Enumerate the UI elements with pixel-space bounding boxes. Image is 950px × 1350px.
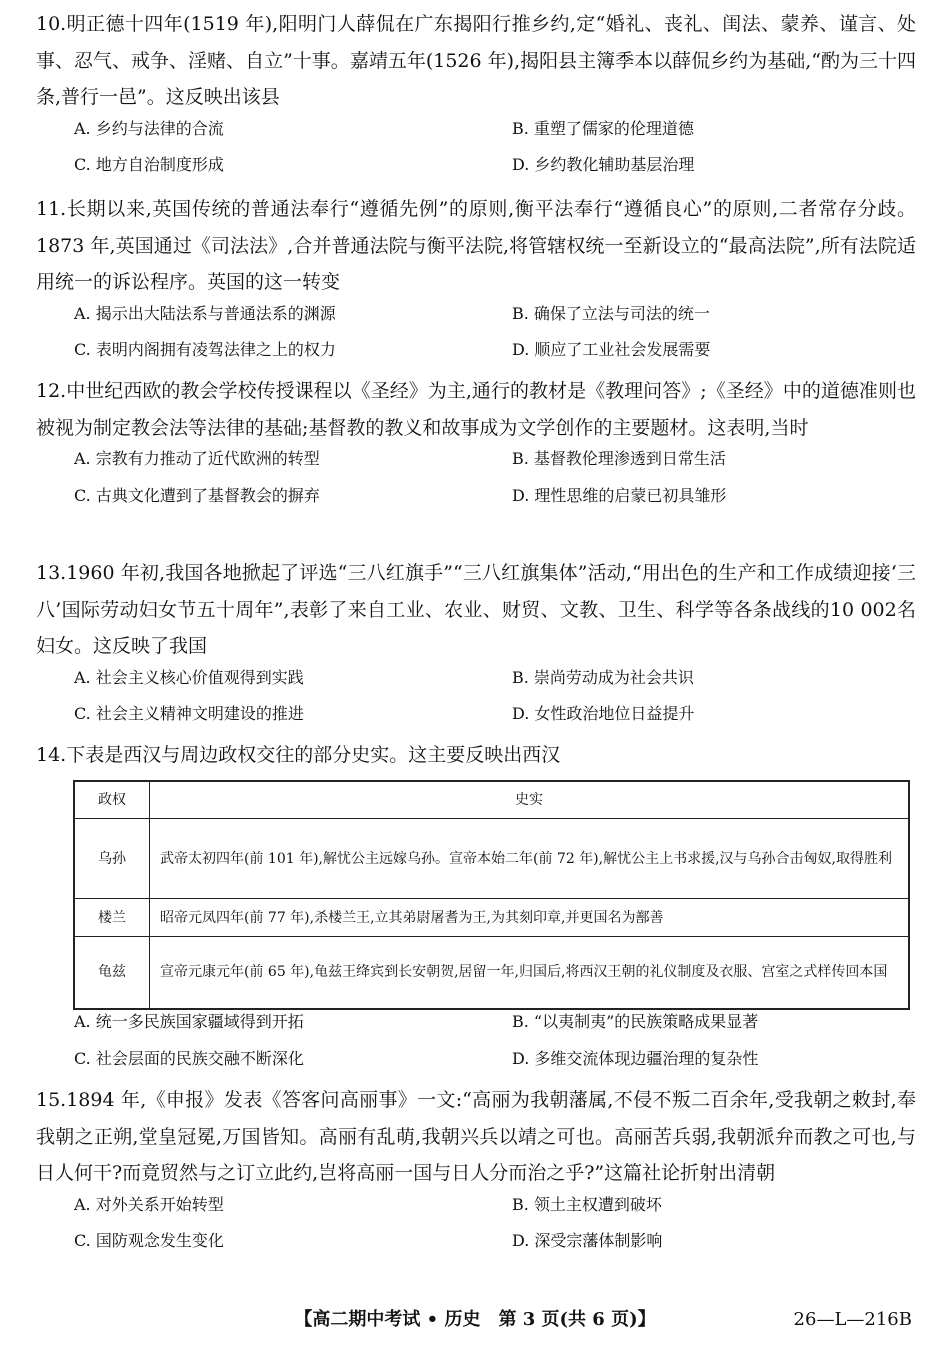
- option-d[interactable]: D. 深受宗藩体制影响: [512, 1231, 663, 1250]
- option-d[interactable]: D. 多维交流体现边疆治理的复杂性: [512, 1048, 759, 1068]
- table-header-regime: 政权: [74, 781, 150, 819]
- option-c[interactable]: C. 地方自治制度形成: [74, 155, 224, 174]
- option-d[interactable]: D. 顺应了工业社会发展需要: [512, 340, 711, 359]
- question-number: 10.: [36, 13, 67, 35]
- option-d[interactable]: D. 理性思维的启蒙已初具雏形: [512, 485, 727, 505]
- question-10: [36, 6, 916, 189]
- question-number: 14.: [36, 744, 67, 766]
- table-row: [74, 899, 909, 937]
- option-a[interactable]: A. 宗教有力推动了近代欧洲的转型: [74, 449, 320, 468]
- question-number: 12.: [36, 380, 67, 402]
- regime-name: 乌孙: [74, 819, 150, 899]
- question-14-options: [36, 1009, 916, 1082]
- option-d[interactable]: D. 女性政治地位日益提升: [512, 704, 695, 723]
- question-number: 11.: [36, 198, 67, 220]
- option-b[interactable]: B. “以夷制夷”的民族策略成果显著: [512, 1012, 759, 1031]
- option-row: [36, 116, 916, 153]
- option-row: [36, 483, 916, 520]
- option-b[interactable]: B. 重塑了儒家的伦理道德: [512, 118, 694, 138]
- question-stem: 1894 年,《申报》发表《答客问高丽事》一文:“高丽为我朝藩属,不侵不叛二百余年,受我朝之敕封,奉我朝之正朔,堂皇冠冕,万国皆知。高丽有乱萌,我朝兴兵以靖之可也。高丽苦兵弱,我朝派弁而教之可也,与日人何干?而竟贸然与之订立此约,岂将高丽一国与日人分而治之乎?”这篇社论折射出清朝: [36, 1089, 916, 1184]
- option-c[interactable]: C. 社会主义精神文明建设的推进: [74, 704, 304, 723]
- regime-fact: 宣帝元康元年(前 65 年),龟兹王绛宾到长安朝贺,居留一年,归国后,将西汉王朝的礼仪制度及衣服、宫室之式样传回本国: [150, 937, 910, 1009]
- option-row: [36, 1046, 916, 1083]
- question-14: [36, 737, 916, 774]
- question-13: [36, 555, 916, 738]
- question-number: 15.: [36, 1089, 67, 1111]
- table-row: [74, 937, 909, 1009]
- question-stem: 中世纪西欧的教会学校传授课程以《圣经》为主,通行的教材是《教理问答》;《圣经》中的道德准则也被视为制定教会法等法律的基础;基督教的教义和故事成为文学创作的主要题材。这表明,当时: [36, 380, 916, 439]
- question-15: [36, 1082, 916, 1265]
- option-d[interactable]: D. 乡约教化辅助基层治理: [512, 155, 695, 174]
- table-row: [74, 819, 909, 899]
- regime-name: 楼兰: [74, 899, 150, 937]
- table-header-facts: 史实: [150, 781, 910, 819]
- option-a[interactable]: A. 社会主义核心价值观得到实践: [74, 667, 304, 687]
- option-row: [36, 337, 916, 374]
- option-a[interactable]: A. 统一多民族国家疆域得到开拓: [74, 1012, 304, 1031]
- question-stem: 1960 年初,我国各地掀起了评选“三八红旗手”“三八红旗集体”活动,“用出色的生产和工作成绩迎接‘三八’国际劳动妇女节五十周年”,表彰了来自工业、农业、财贸、文教、卫生、科学等各条战线的10 002名妇女。这反映了我国: [36, 562, 916, 657]
- option-c[interactable]: C. 古典文化遭到了基督教会的摒弃: [74, 485, 320, 505]
- regime-name: 龟兹: [74, 937, 150, 1009]
- option-b[interactable]: B. 崇尚劳动成为社会共识: [512, 667, 694, 687]
- question-stem: 下表是西汉与周边政权交往的部分史实。这主要反映出西汉: [66, 744, 561, 766]
- footer-code: 26—L—216B: [793, 1309, 912, 1330]
- option-row: [36, 1009, 916, 1046]
- question-stem: 长期以来,英国传统的普通法奉行“遵循先例”的原则,衡平法奉行“遵循良心”的原则,二者常存分歧。1873 年,英国通过《司法法》,合并普通法院与衡平法院,将管辖权统一至新设立的“最高法院”,所有法院适用统一的诉讼程序。英国的这一转变: [36, 198, 916, 293]
- option-c[interactable]: C. 表明内阁拥有凌驾法律之上的权力: [74, 340, 336, 359]
- option-row: [36, 1192, 916, 1229]
- option-a[interactable]: A. 乡约与法律的合流: [74, 118, 224, 138]
- option-row: [36, 665, 916, 702]
- option-row: [36, 701, 916, 738]
- option-a[interactable]: A. 对外关系开始转型: [74, 1194, 224, 1214]
- page-footer: [0, 1302, 950, 1338]
- question-12: [36, 373, 916, 519]
- history-table: [73, 780, 910, 1010]
- option-c[interactable]: C. 国防观念发生变化: [74, 1231, 224, 1250]
- option-b[interactable]: B. 领土主权遭到破坏: [512, 1194, 662, 1214]
- option-b[interactable]: B. 基督教伦理渗透到日常生活: [512, 449, 726, 468]
- regime-fact: 昭帝元凤四年(前 77 年),杀楼兰王,立其弟尉屠耆为王,为其刻印章,并更国名为鄯善: [150, 899, 910, 937]
- question-stem: 明正德十四年(1519 年),阳明门人薛侃在广东揭阳行推乡约,定“婚礼、丧礼、闺法、蒙养、谨言、处事、忍气、戒争、淫赌、自立”十事。嘉靖五年(1526 年),揭阳县主簿季本以薛侃乡约为基础,“酌为三十四条,普行一邑”。这反映出该县: [36, 13, 916, 108]
- regime-fact: 武帝太初四年(前 101 年),解忧公主远嫁乌孙。宣帝本始二年(前 72 年),解忧公主上书求援,汉与乌孙合击匈奴,取得胜利: [150, 819, 910, 899]
- option-row: [36, 1228, 916, 1265]
- option-row: [36, 152, 916, 189]
- table-header-row: [74, 781, 909, 819]
- option-c[interactable]: C. 社会层面的民族交融不断深化: [74, 1048, 304, 1068]
- option-row: [36, 301, 916, 338]
- option-a[interactable]: A. 揭示出大陆法系与普通法系的渊源: [74, 303, 336, 323]
- question-11: [36, 191, 916, 374]
- question-number: 13.: [36, 562, 67, 584]
- option-row: [36, 446, 916, 483]
- footer-title: 【高二期中考试 • 历史 第 3 页(共 6 页)】: [294, 1309, 656, 1330]
- option-b[interactable]: B. 确保了立法与司法的统一: [512, 303, 710, 323]
